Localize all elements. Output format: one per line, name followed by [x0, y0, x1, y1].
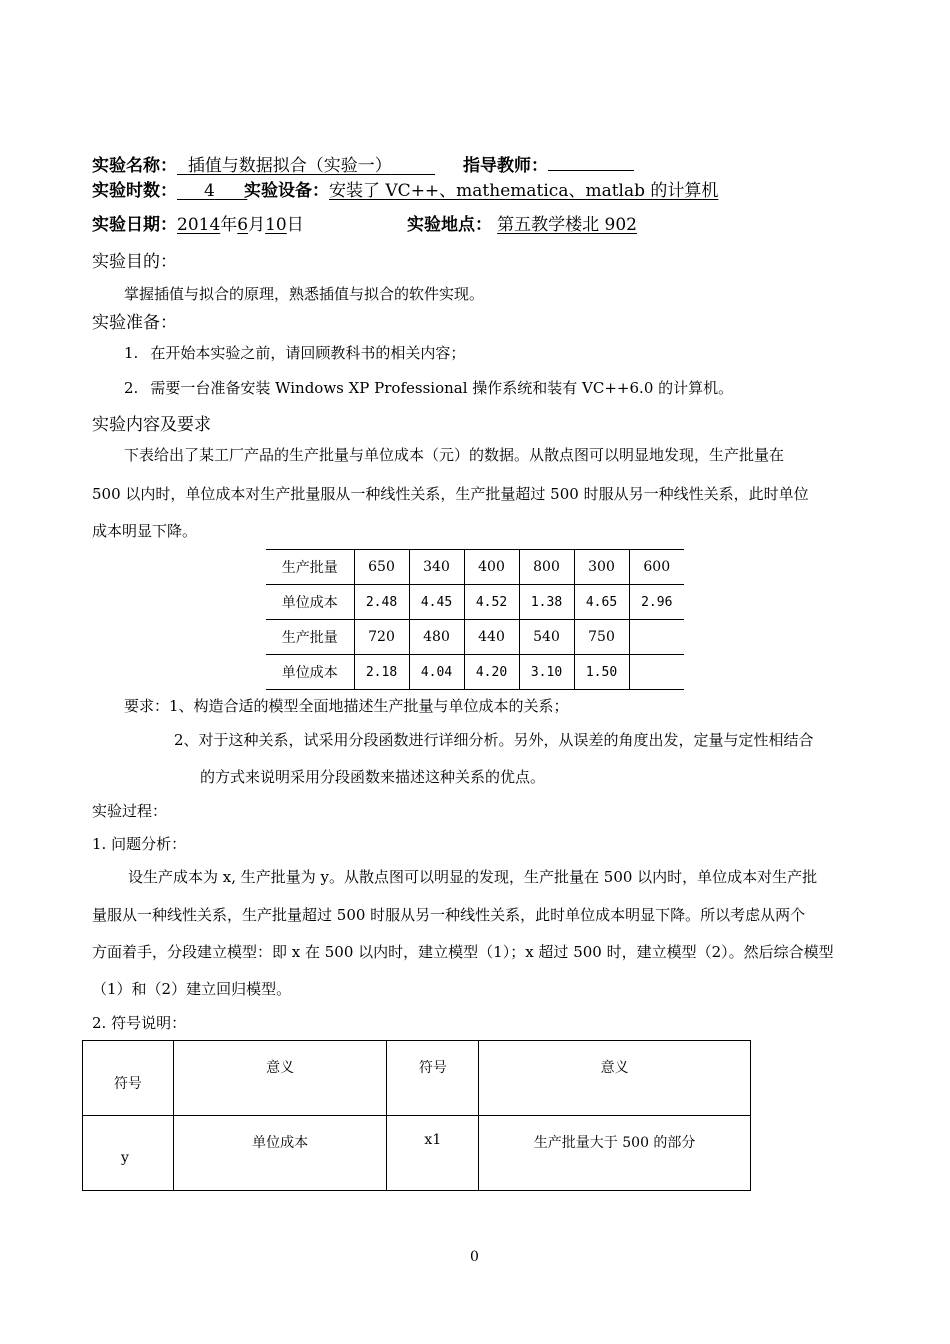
table-header-cell	[83, 1041, 174, 1116]
table-cell: 300	[574, 550, 629, 585]
table-cell	[629, 620, 684, 655]
table-cell: 1.38	[519, 585, 574, 620]
table-cell: 480	[409, 620, 464, 655]
table-cell	[83, 1116, 174, 1191]
prep-heading: 实验准备：	[92, 313, 177, 333]
requirement-1: 要求：1、构造合适的模型全面地描述生产批量与单位成本的关系；	[124, 697, 569, 715]
table-row	[266, 585, 684, 620]
table-cell: 单位成本	[266, 655, 354, 690]
cell-text: 生产批量大于 500 的部分	[533, 1135, 696, 1151]
table-cell: 340	[409, 550, 464, 585]
section-1-heading: 1. 问题分析：	[92, 835, 187, 853]
teacher-blank	[548, 154, 634, 171]
section-2-heading: 2. 符号说明：	[92, 1014, 187, 1032]
table-row	[83, 1041, 751, 1116]
cell-text: y	[120, 1150, 129, 1166]
table-cell: 4.20	[464, 655, 519, 690]
symbol-table	[82, 1040, 751, 1191]
prep-item-text: 在开始本实验之前，请回顾教科书的相关内容；	[150, 344, 466, 362]
table-cell	[629, 655, 684, 690]
process-para-line-1: 设生产成本为 x, 生产批量为 y。从散点图可以明显的发现，生产批量在 500 以内时，单位成本对生产批	[128, 868, 818, 886]
table-cell: 单位成本	[266, 585, 354, 620]
process-para-line-2: 量服从一种线性关系，生产批量超过 500 时服从另一种线性关系，此时单位成本明显下降。所以考虑从两个	[92, 906, 806, 924]
process-para-line-3: 方面着手，分段建立模型：即 x 在 500 以内时，建立模型（1）；x 超过 500 时，建立模型（2）。然后综合模型	[92, 943, 834, 961]
table-row	[266, 655, 684, 690]
table-header-cell	[173, 1041, 387, 1116]
experiment-hours-line	[92, 176, 718, 201]
table-row	[83, 1116, 751, 1191]
table-cell: 540	[519, 620, 574, 655]
page-number: 0	[470, 1249, 479, 1265]
prep-item-number: 2.	[124, 379, 139, 397]
table-cell: 4.65	[574, 585, 629, 620]
table-cell: 生产批量	[266, 620, 354, 655]
header-text: 意义	[600, 1060, 629, 1076]
header-text: 符号	[418, 1060, 447, 1076]
content-para-line-1: 下表给出了某工厂产品的生产批量与单位成本（元）的数据。从散点图可以明显地发现，生产批量在	[124, 446, 785, 464]
date-day: 10	[265, 215, 287, 235]
table-cell: 720	[354, 620, 409, 655]
experiment-place	[407, 210, 637, 235]
table-row	[266, 550, 684, 585]
header-text: 符号	[113, 1076, 142, 1092]
experiment-name-line	[92, 151, 634, 176]
table-cell: 4.04	[409, 655, 464, 690]
experiment-name-value: 插值与数据拟合（实验一）	[187, 156, 392, 176]
prep-item-2	[124, 377, 733, 398]
date-day-unit: 日	[286, 215, 304, 235]
date-label: 实验日期：	[92, 215, 177, 235]
table-cell: 1.50	[574, 655, 629, 690]
prep-item-1	[124, 342, 465, 363]
table-cell: 650	[354, 550, 409, 585]
equipment-label: 实验设备：	[244, 181, 329, 201]
table-header-cell	[479, 1041, 751, 1116]
teacher-label: 指导教师：	[463, 156, 548, 176]
content-para-line-3: 成本明显下降。	[92, 522, 198, 540]
table-cell: 4.52	[464, 585, 519, 620]
table-cell: 生产批量	[266, 550, 354, 585]
requirement-2: 2、对于这种关系，试采用分段函数进行详细分析。另外，从误差的角度出发，定量与定性相结合	[174, 731, 814, 749]
data-table	[266, 549, 684, 690]
place-label: 实验地点：	[407, 215, 492, 235]
hours-value: 4	[204, 181, 215, 201]
date-year-unit: 年	[220, 215, 238, 235]
header-text: 意义	[266, 1060, 295, 1076]
table-cell: 3.10	[519, 655, 574, 690]
table-cell: 600	[629, 550, 684, 585]
table-cell: 2.48	[354, 585, 409, 620]
table-cell: 750	[574, 620, 629, 655]
date-month-unit: 月	[248, 215, 266, 235]
process-heading: 实验过程：	[92, 802, 168, 820]
date-month: 6	[237, 215, 249, 235]
cell-text: 单位成本	[252, 1135, 309, 1151]
hours-label: 实验时数：	[92, 181, 177, 201]
table-cell	[387, 1116, 479, 1191]
table-cell: 800	[519, 550, 574, 585]
purpose-text: 掌握插值与拟合的原理，熟悉插值与拟合的软件实现。	[124, 285, 485, 303]
process-para-line-4: （1）和（2）建立回归模型。	[92, 980, 292, 998]
content-para-line-2: 500 以内时，单位成本对生产批量服从一种线性关系，生产批量超过 500 时服从另一种线性关系，此时单位	[92, 485, 809, 503]
equipment-value: 安装了 VC++、mathematica、matlab 的计算机	[329, 181, 719, 201]
purpose-heading: 实验目的：	[92, 252, 177, 272]
table-cell: 2.96	[629, 585, 684, 620]
table-cell	[173, 1116, 387, 1191]
date-year: 2014	[177, 215, 221, 235]
table-header-cell	[387, 1041, 479, 1116]
content-heading: 实验内容及要求	[92, 415, 211, 435]
experiment-date-line	[92, 210, 304, 235]
table-cell: 4.45	[409, 585, 464, 620]
prep-item-text: 需要一台准备安装 Windows XP Professional 操作系统和装有 VC++6.0 的计算机。	[150, 379, 734, 397]
table-cell: 440	[464, 620, 519, 655]
prep-item-number: 1.	[124, 344, 139, 362]
table-cell: 2.18	[354, 655, 409, 690]
table-cell	[479, 1116, 751, 1191]
table-cell: 400	[464, 550, 519, 585]
cell-text: x1	[424, 1132, 442, 1148]
requirement-2-cont: 的方式来说明采用分段函数来描述这种关系的优点。	[200, 768, 546, 786]
experiment-name-label: 实验名称：	[92, 156, 177, 176]
table-row	[266, 620, 684, 655]
place-value: 第五教学楼北 902	[497, 215, 637, 235]
